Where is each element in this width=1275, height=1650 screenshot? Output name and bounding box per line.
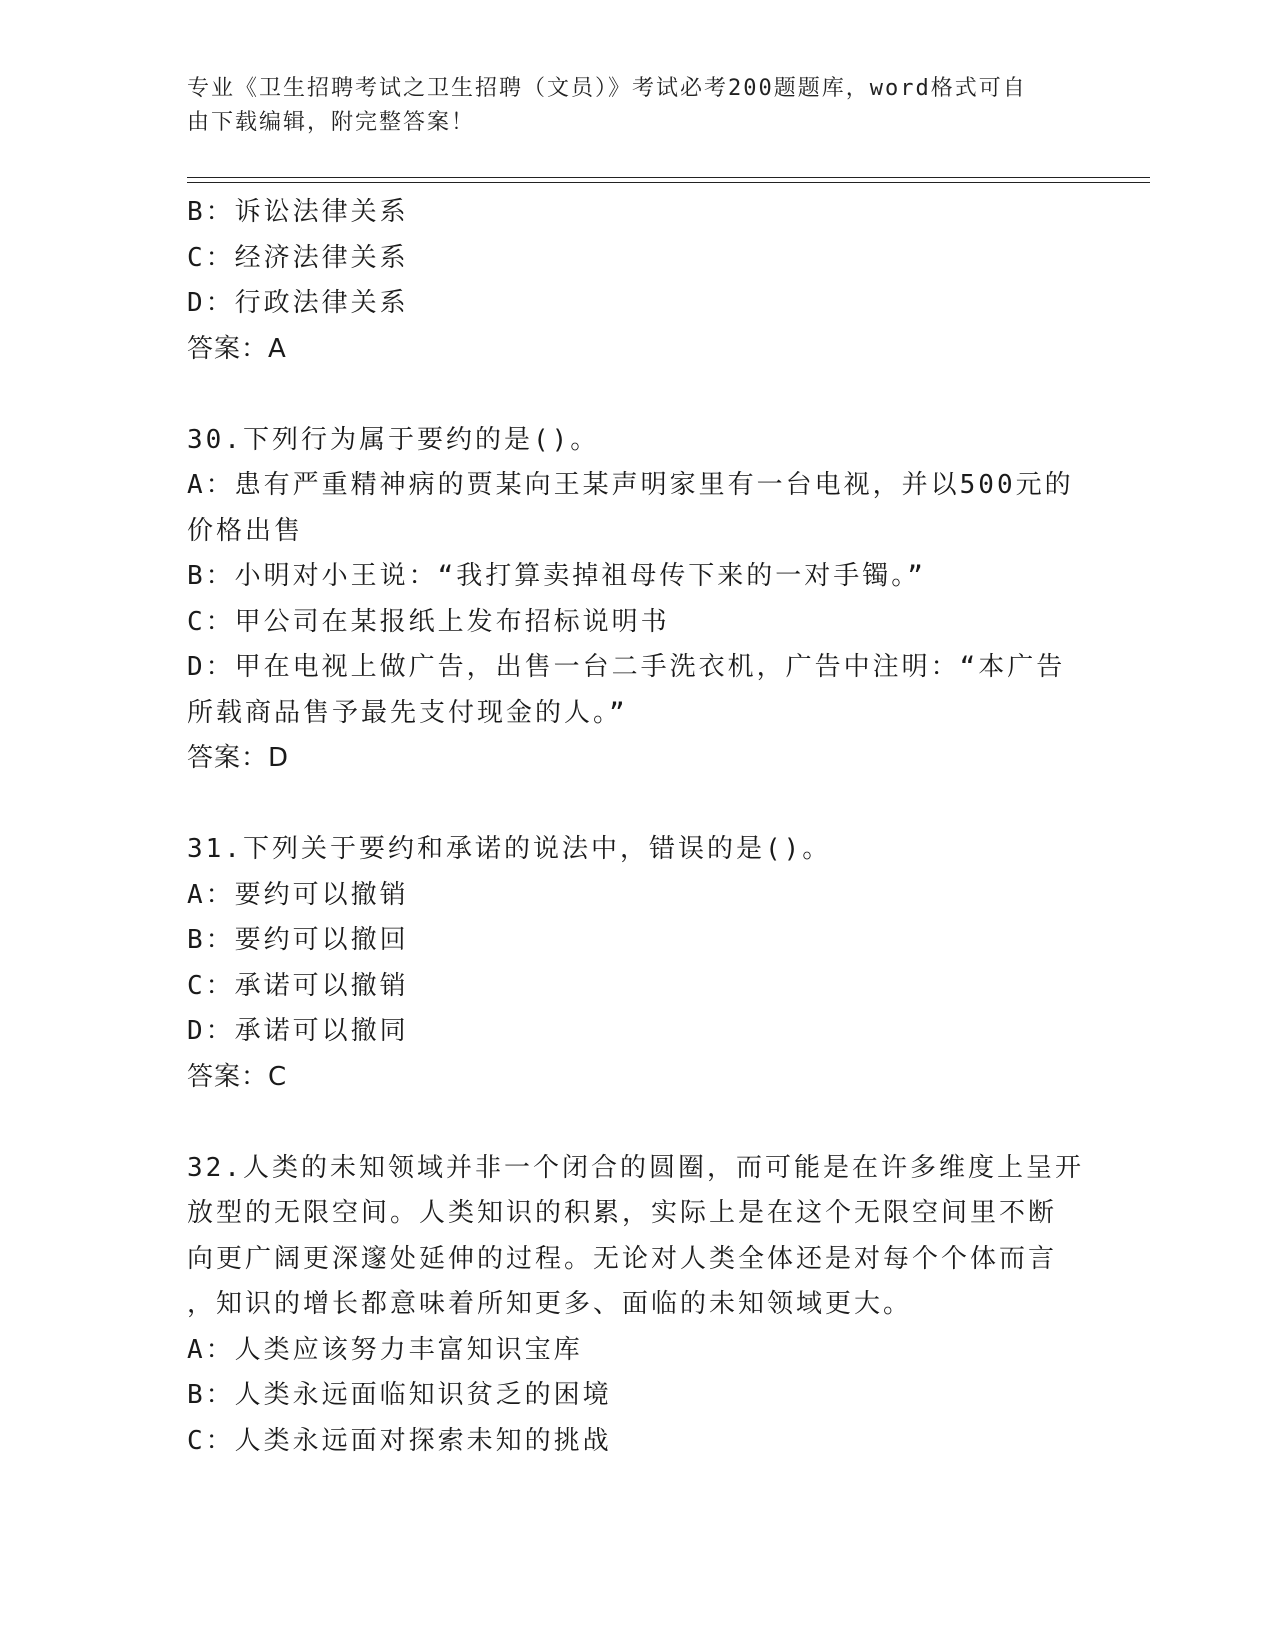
spacer xyxy=(187,372,1087,418)
header-rule-top xyxy=(187,177,1150,178)
option-d: D：承诺可以撤同 xyxy=(187,1016,409,1046)
option-b: B：小明对小王说：“我打算卖掉祖母传下来的一对手镯。” xyxy=(187,561,926,591)
option-a: A：人类应该努力丰富知识宝库 xyxy=(187,1334,583,1365)
question-content xyxy=(187,190,1087,1464)
option-b: B：人类永远面临知识贫乏的困境 xyxy=(187,1380,612,1410)
header-line-1: 专业《卫生招聘考试之卫生招聘（文员）》考试必考200题题库，word格式可自 xyxy=(187,76,1027,101)
question-stem-line-2: 放型的无限空间。人类知识的积累，实际上是在这个无限空间里不断 xyxy=(187,1198,1058,1228)
question-stem-line-4: ，知识的增长都意味着所知更多、面临的未知领域更大。 xyxy=(187,1289,913,1319)
option-c: C：承诺可以撤销 xyxy=(187,970,409,1001)
question-stem: 31.下列关于要约和承诺的说法中，错误的是()。 xyxy=(187,834,832,864)
option-a: A：要约可以撤销 xyxy=(187,879,409,910)
option-d-continued: 所载商品售予最先支付现金的人。” xyxy=(187,697,628,728)
spacer xyxy=(187,1100,1087,1146)
header-rule-bottom xyxy=(187,182,1150,183)
question-stem-line-3: 向更广阔更深邃处延伸的过程。无论对人类全体还是对每个个体而言 xyxy=(187,1243,1058,1274)
question-stem: 30.下列行为属于要约的是()。 xyxy=(187,424,600,455)
prev-question xyxy=(187,190,1087,372)
spacer xyxy=(187,782,1087,828)
option-d: D：甲在电视上做广告，出售一台二手洗衣机，广告中注明：“本广告 xyxy=(187,652,1066,682)
answer: 答案：A xyxy=(187,333,287,364)
page-header xyxy=(187,72,1067,140)
option-c: C：人类永远面对探索未知的挑战 xyxy=(187,1425,612,1456)
option-d: D：行政法律关系 xyxy=(187,288,409,318)
option-c: C：经济法律关系 xyxy=(187,242,409,273)
answer: 答案：D xyxy=(187,743,290,773)
header-line-2: 由下载编辑，附完整答案！ xyxy=(187,110,476,135)
option-b: B：诉讼法律关系 xyxy=(187,197,409,227)
answer: 答案：C xyxy=(187,1061,288,1092)
question-31 xyxy=(187,827,1087,1100)
question-30 xyxy=(187,418,1087,782)
option-a-continued: 价格出售 xyxy=(187,515,304,546)
option-a: A：患有严重精神病的贾某向王某声明家里有一台电视，并以500元的 xyxy=(187,470,1074,500)
question-32 xyxy=(187,1146,1087,1465)
option-b: B：要约可以撤回 xyxy=(187,925,409,955)
option-c: C：甲公司在某报纸上发布招标说明书 xyxy=(187,606,670,637)
question-stem-line-1: 32.人类的未知领域并非一个闭合的圆圈，而可能是在许多维度上呈开 xyxy=(187,1152,1084,1183)
